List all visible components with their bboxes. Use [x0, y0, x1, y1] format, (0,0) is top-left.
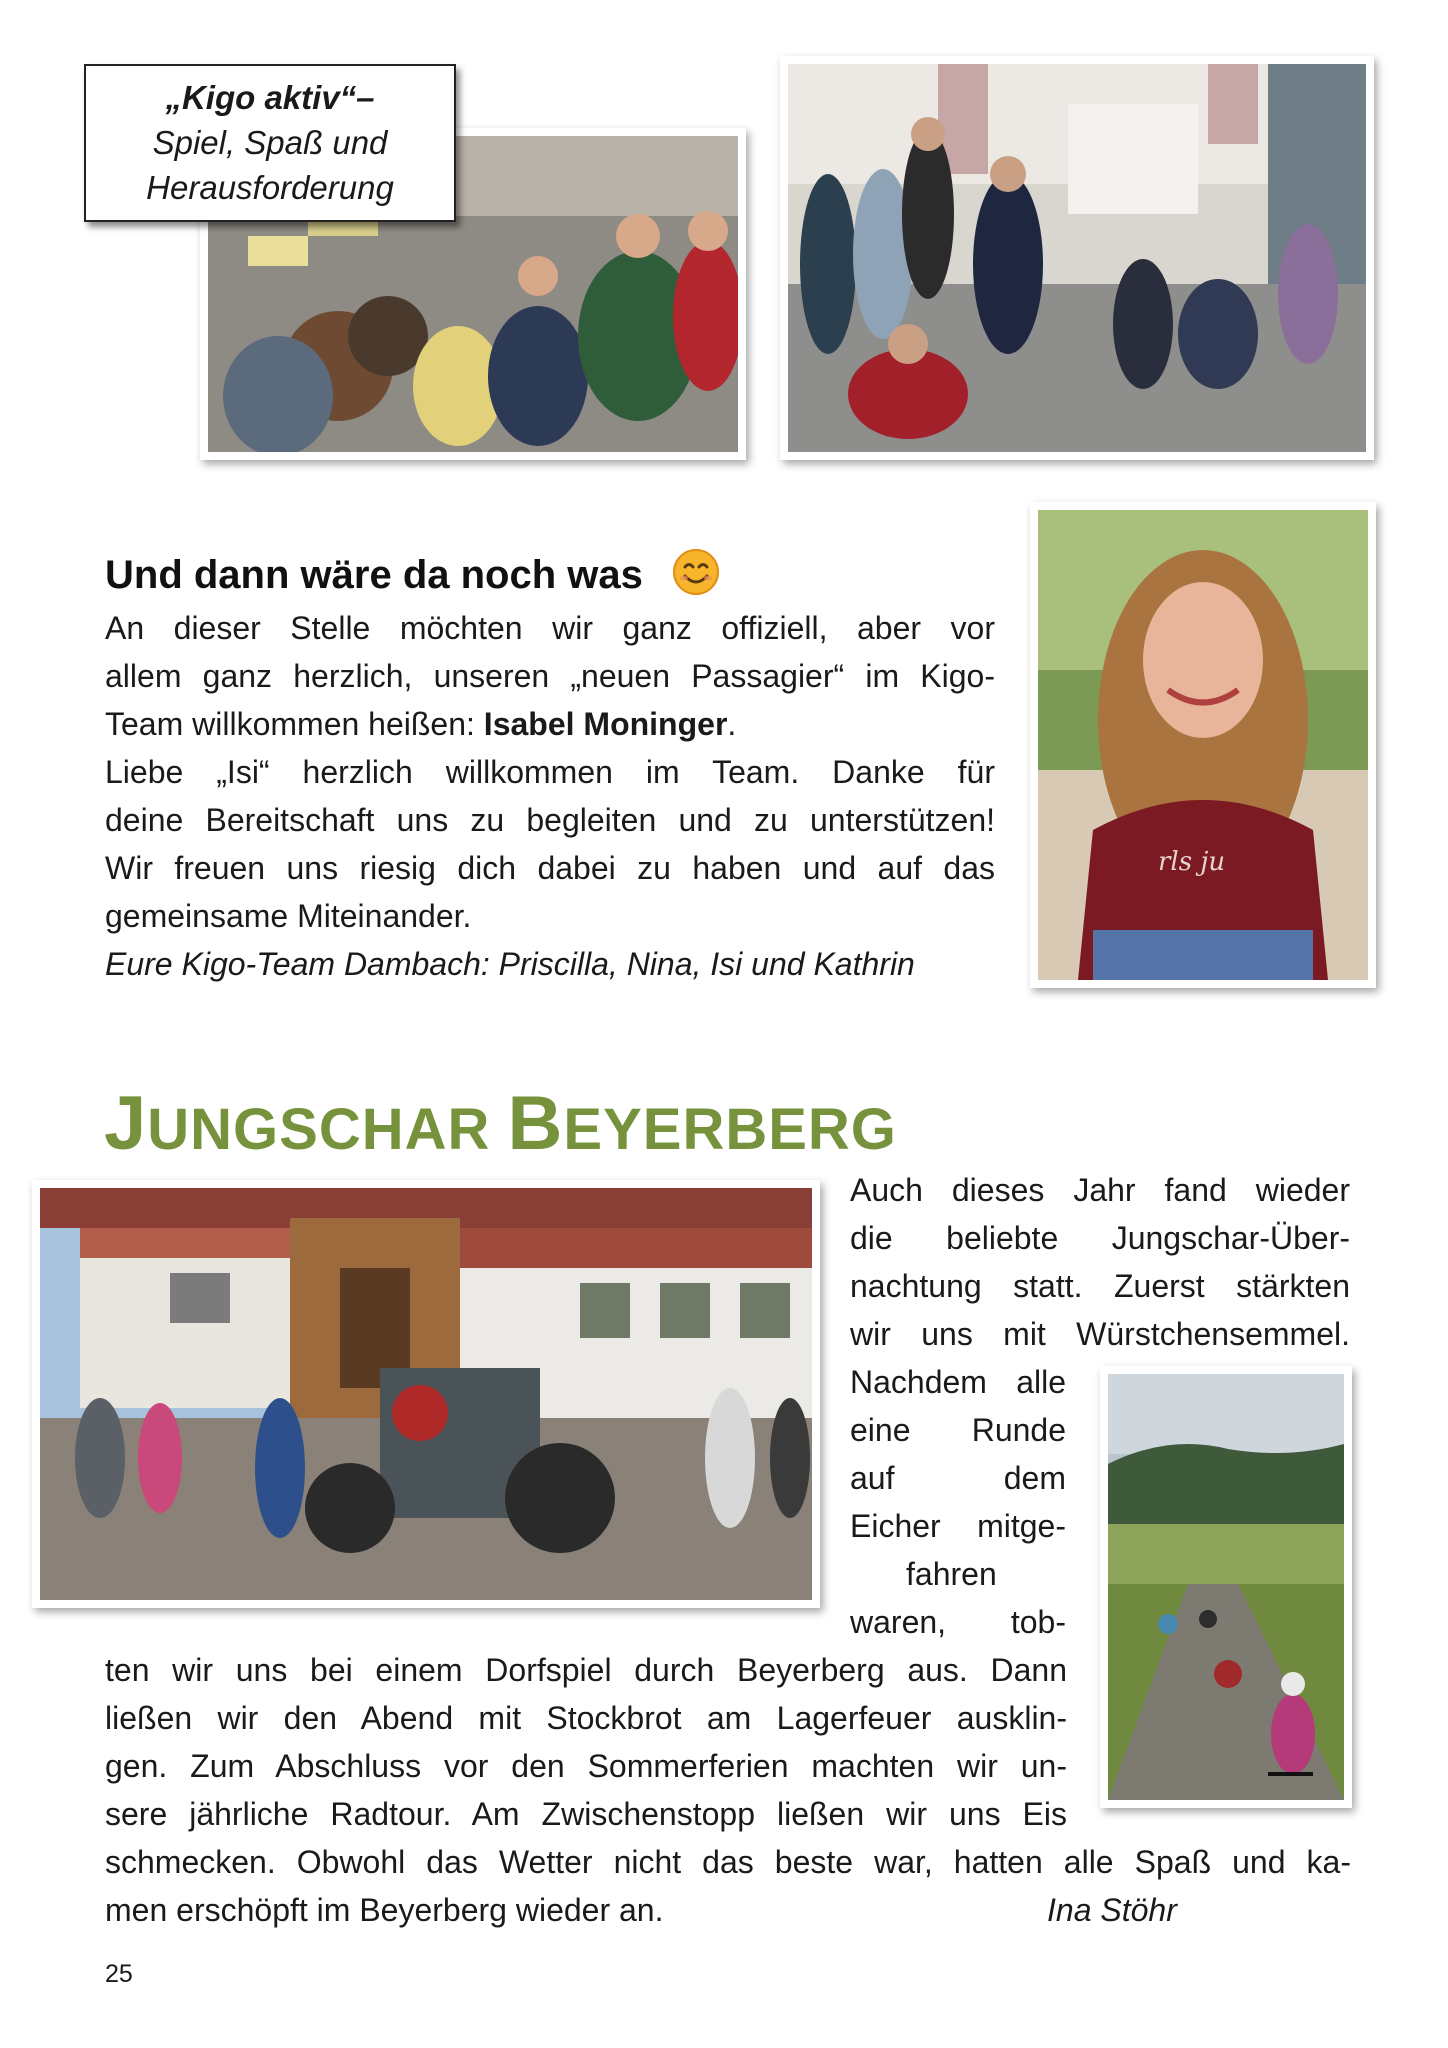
text-line: auf dem: [850, 1460, 1066, 1496]
svg-text:rls ju: rls ju: [1158, 847, 1226, 877]
text-line: Wir freuen uns riesig dich dabei zu haben und auf das: [105, 850, 995, 886]
text-line: Nachdem alle: [850, 1364, 1066, 1400]
text-line: gemeinsame Miteinander.: [105, 898, 472, 934]
text-line: ließen wir den Abend mit Stockbrot am Lagerfeuer ausklin-: [105, 1700, 1067, 1736]
author-name: Ina Stöhr: [1047, 1892, 1177, 1928]
caption-line: Spiel, Spaß und: [152, 124, 388, 161]
text-line: An dieser Stelle möchten wir ganz offiziell, aber vor: [105, 610, 995, 646]
text-line: Eicher mitge-: [850, 1508, 1066, 1544]
jungschar-text-right: [850, 1166, 1350, 1358]
text-line: Auch dieses Jahr fand wieder: [850, 1172, 1350, 1208]
page-number: 25: [105, 1960, 133, 1988]
text-line: sere jährliche Radtour. Am Zwischenstopp ließen wir uns Eis: [105, 1796, 1067, 1832]
text-line: gen. Zum Abschluss vor den Sommerferien machten wir un-: [105, 1748, 1067, 1784]
section-heading-welcome: Und dann wäre da noch was: [105, 548, 720, 598]
jungschar-text-wide: [105, 1646, 1067, 1838]
jungschar-photo-tractor: [32, 1180, 820, 1608]
new-member-name: Isabel Moninger: [483, 706, 728, 742]
text-line: schmecken. Obwohl das Wetter nicht das beste war, hatten alle Spaß und ka-: [105, 1844, 1351, 1880]
jungschar-photo-bike-tour: [1100, 1366, 1352, 1808]
smiling-face-emoji-icon: [672, 548, 720, 596]
section-title-jungschar: JUNGSCHAR BEYERBERG: [104, 1081, 897, 1166]
text-line: Team willkommen heißen: Isabel Moninger.: [105, 706, 737, 742]
text-line: nachtung statt. Zuerst stärkten: [850, 1268, 1350, 1304]
text-line: ten wir uns bei einem Dorfspiel durch Beyerberg aus. Dann: [105, 1652, 1067, 1688]
photo-caption-box: [84, 64, 456, 222]
text-line: men erschöpft im Beyerberg wieder an. Ina Stöhr: [105, 1886, 1351, 1934]
text-line: deine Bereitschaft uns zu begleiten und zu unterstützen!: [105, 802, 995, 838]
welcome-text: [105, 604, 995, 988]
text-line: fahren: [906, 1556, 997, 1592]
text-line: die beliebte Jungschar-Über-: [850, 1220, 1350, 1256]
signature: Eure Kigo-Team Dambach: Priscilla, Nina, Isi und Kathrin: [105, 946, 915, 982]
portrait-photo-isabel: [1030, 502, 1376, 988]
kigo-photo-children-room: [780, 56, 1374, 460]
text-line: wir uns mit Würstchensemmel.: [850, 1316, 1350, 1352]
caption-title: „Kigo aktiv“–: [165, 79, 375, 116]
text-line: waren, tob-: [850, 1604, 1066, 1640]
text-line: eine Runde: [850, 1412, 1066, 1448]
jungschar-text-full: [105, 1838, 1351, 1934]
text-line: allem ganz herzlich, unseren „neuen Passagier“ im Kigo-: [105, 658, 995, 694]
text-line: Liebe „Isi“ herzlich willkommen im Team. Danke für: [105, 754, 995, 790]
caption-line: Herausforderung: [146, 169, 394, 206]
jungschar-text-narrow: [850, 1358, 1066, 1646]
